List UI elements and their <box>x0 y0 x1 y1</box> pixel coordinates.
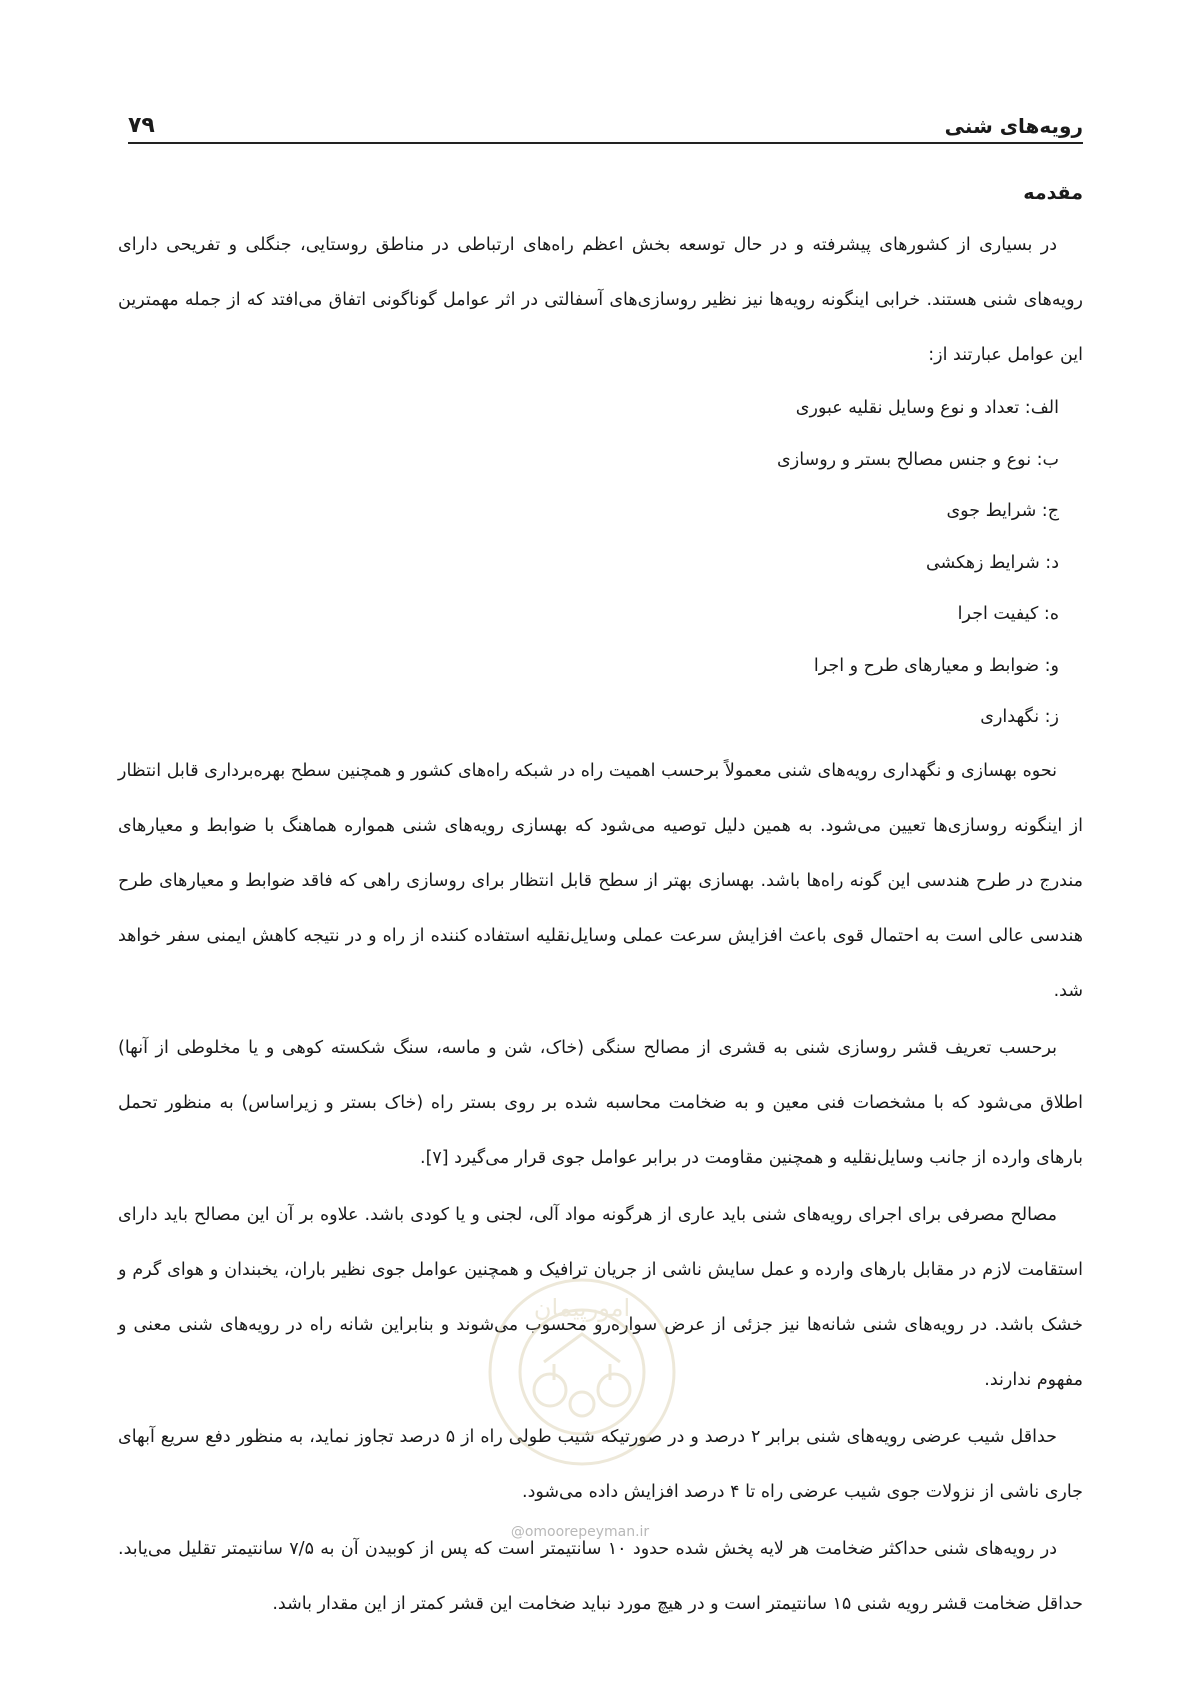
slope-paragraph: حداقل شیب عرضی رویه‌های شنی برابر ۲ درصد و در صورتیکه شیب طولی راه از ۵ درصد تجاوز نماید، به منظور دفع سریع آبهای جاری ناشی از نزولات جوی شیب عرضی راه تا ۴ درصد افزایش داده می‌شود. <box>118 1426 1083 1502</box>
section-heading: مقدمه <box>1023 182 1083 204</box>
running-title: رویه‌های شنی <box>944 114 1083 138</box>
watermark-logo-text: امورپیمان <box>533 1294 631 1322</box>
factor-item: د: شرایط زهکشی <box>925 552 1059 573</box>
materials-paragraph: مصالح مصرفی برای اجرای رویه‌های شنی باید عاری از هرگونه مواد آلی، لجنی و یا کودی باشد. علاوه بر آن این مصالح باید دارای استقامت لازم در مقابل بارهای وارده و عمل سایش ناشی از جریان ترافیک و همچنین عوامل جوی نظیر باران، یخبندان و هوای گرم و خشک باشد. در رویه‌های شنی شانه‌ها نیز جزئی از عرض سواره‌رو محسوب می‌شوند و بنابراین شانه راه در رویه‌های شنی معنی و مفهوم ندارند. <box>118 1204 1083 1390</box>
factor-item: و: ضوابط و معیارهای طرح و اجرا <box>813 655 1059 676</box>
watermark-url: @omoorepeyman.ir <box>510 1524 650 1540</box>
thickness-paragraph: در رویه‌های شنی حداکثر ضخامت هر لایه پخش شده حدود ۱۰ سانتیمتر است که پس از کوبیدن آن به ۷/۵ سانتیمتر تقلیل می‌یابد. حداقل ضخامت قشر رویه شنی ۱۵ سانتیمتر است و در هیچ مورد نباید ضخامت این قشر کمتر از این مقدار باشد. <box>118 1538 1083 1614</box>
factors-list <box>118 383 1083 744</box>
intro-paragraph: در بسیاری از کشورهای پیشرفته و در حال توسعه بخش اعظم راه‌های ارتباطی در مناطق روستایی، جنگلی و تفریحی دارای رویه‌های شنی هستند. خرابی اینگونه رویه‌ها نیز نظیر روسازی‌های آسفالتی در اثر عوامل گوناگونی اتفاق می‌افتد که از جمله مهمترین این عوامل عبارتند از: <box>118 235 1083 365</box>
factor-item: الف: تعداد و نوع وسایل نقلیه عبوری <box>795 398 1059 418</box>
page-header <box>128 108 1083 144</box>
definition-paragraph: برحسب تعریف قشر روسازی شنی به قشری از مصالح سنگی (خاک، شن و ماسه، سنگ شکسته کوهی و یا مخلوطی از آنها) اطلاق می‌شود که با مشخصات فنی معین و به ضخامت محاسبه شده بر روی بستر راه (خاک بستر و زیراساس) به منظور تحمل بارهای وارده از جانب وسایل‌نقلیه و همچنین مقاومت در برابر عوامل جوی قرار می‌گیرد [۷]. <box>118 1037 1083 1168</box>
factor-item: ه: کیفیت اجرا <box>957 604 1059 624</box>
page-number: ۷۹ <box>128 113 155 138</box>
maintenance-paragraph: نحوه بهسازی و نگهداری رویه‌های شنی معمولاً برحسب اهمیت راه در شبکه راه‌های کشور و همچنین سطح بهره‌برداری قابل انتظار از اینگونه روسازی‌ها تعیین می‌شود. به همین دلیل توصیه می‌شود که بهسازی رویه‌های شنی همواره هماهنگ با ضوابط و معیارهای مندرج در طرح هندسی این گونه راه‌ها باشد. بهسازی بهتر از سطح قابل انتظار برای روسازی راهی که فاقد ضوابط و معیارهای طرح هندسی عالی است به احتمال قوی باعث افزایش سرعت عملی وسایل‌نقلیه استفاده کننده از راه و در نتیجه کاهش ایمنی سفر خواهد شد. <box>118 760 1083 1001</box>
factor-item: ج: شرایط جوی <box>946 501 1059 521</box>
factor-item: ز: نگهداری <box>980 707 1059 727</box>
watermark-logo-icon <box>482 1272 682 1472</box>
factor-item: ب: نوع و جنس مصالح بستر و روسازی <box>777 449 1059 470</box>
